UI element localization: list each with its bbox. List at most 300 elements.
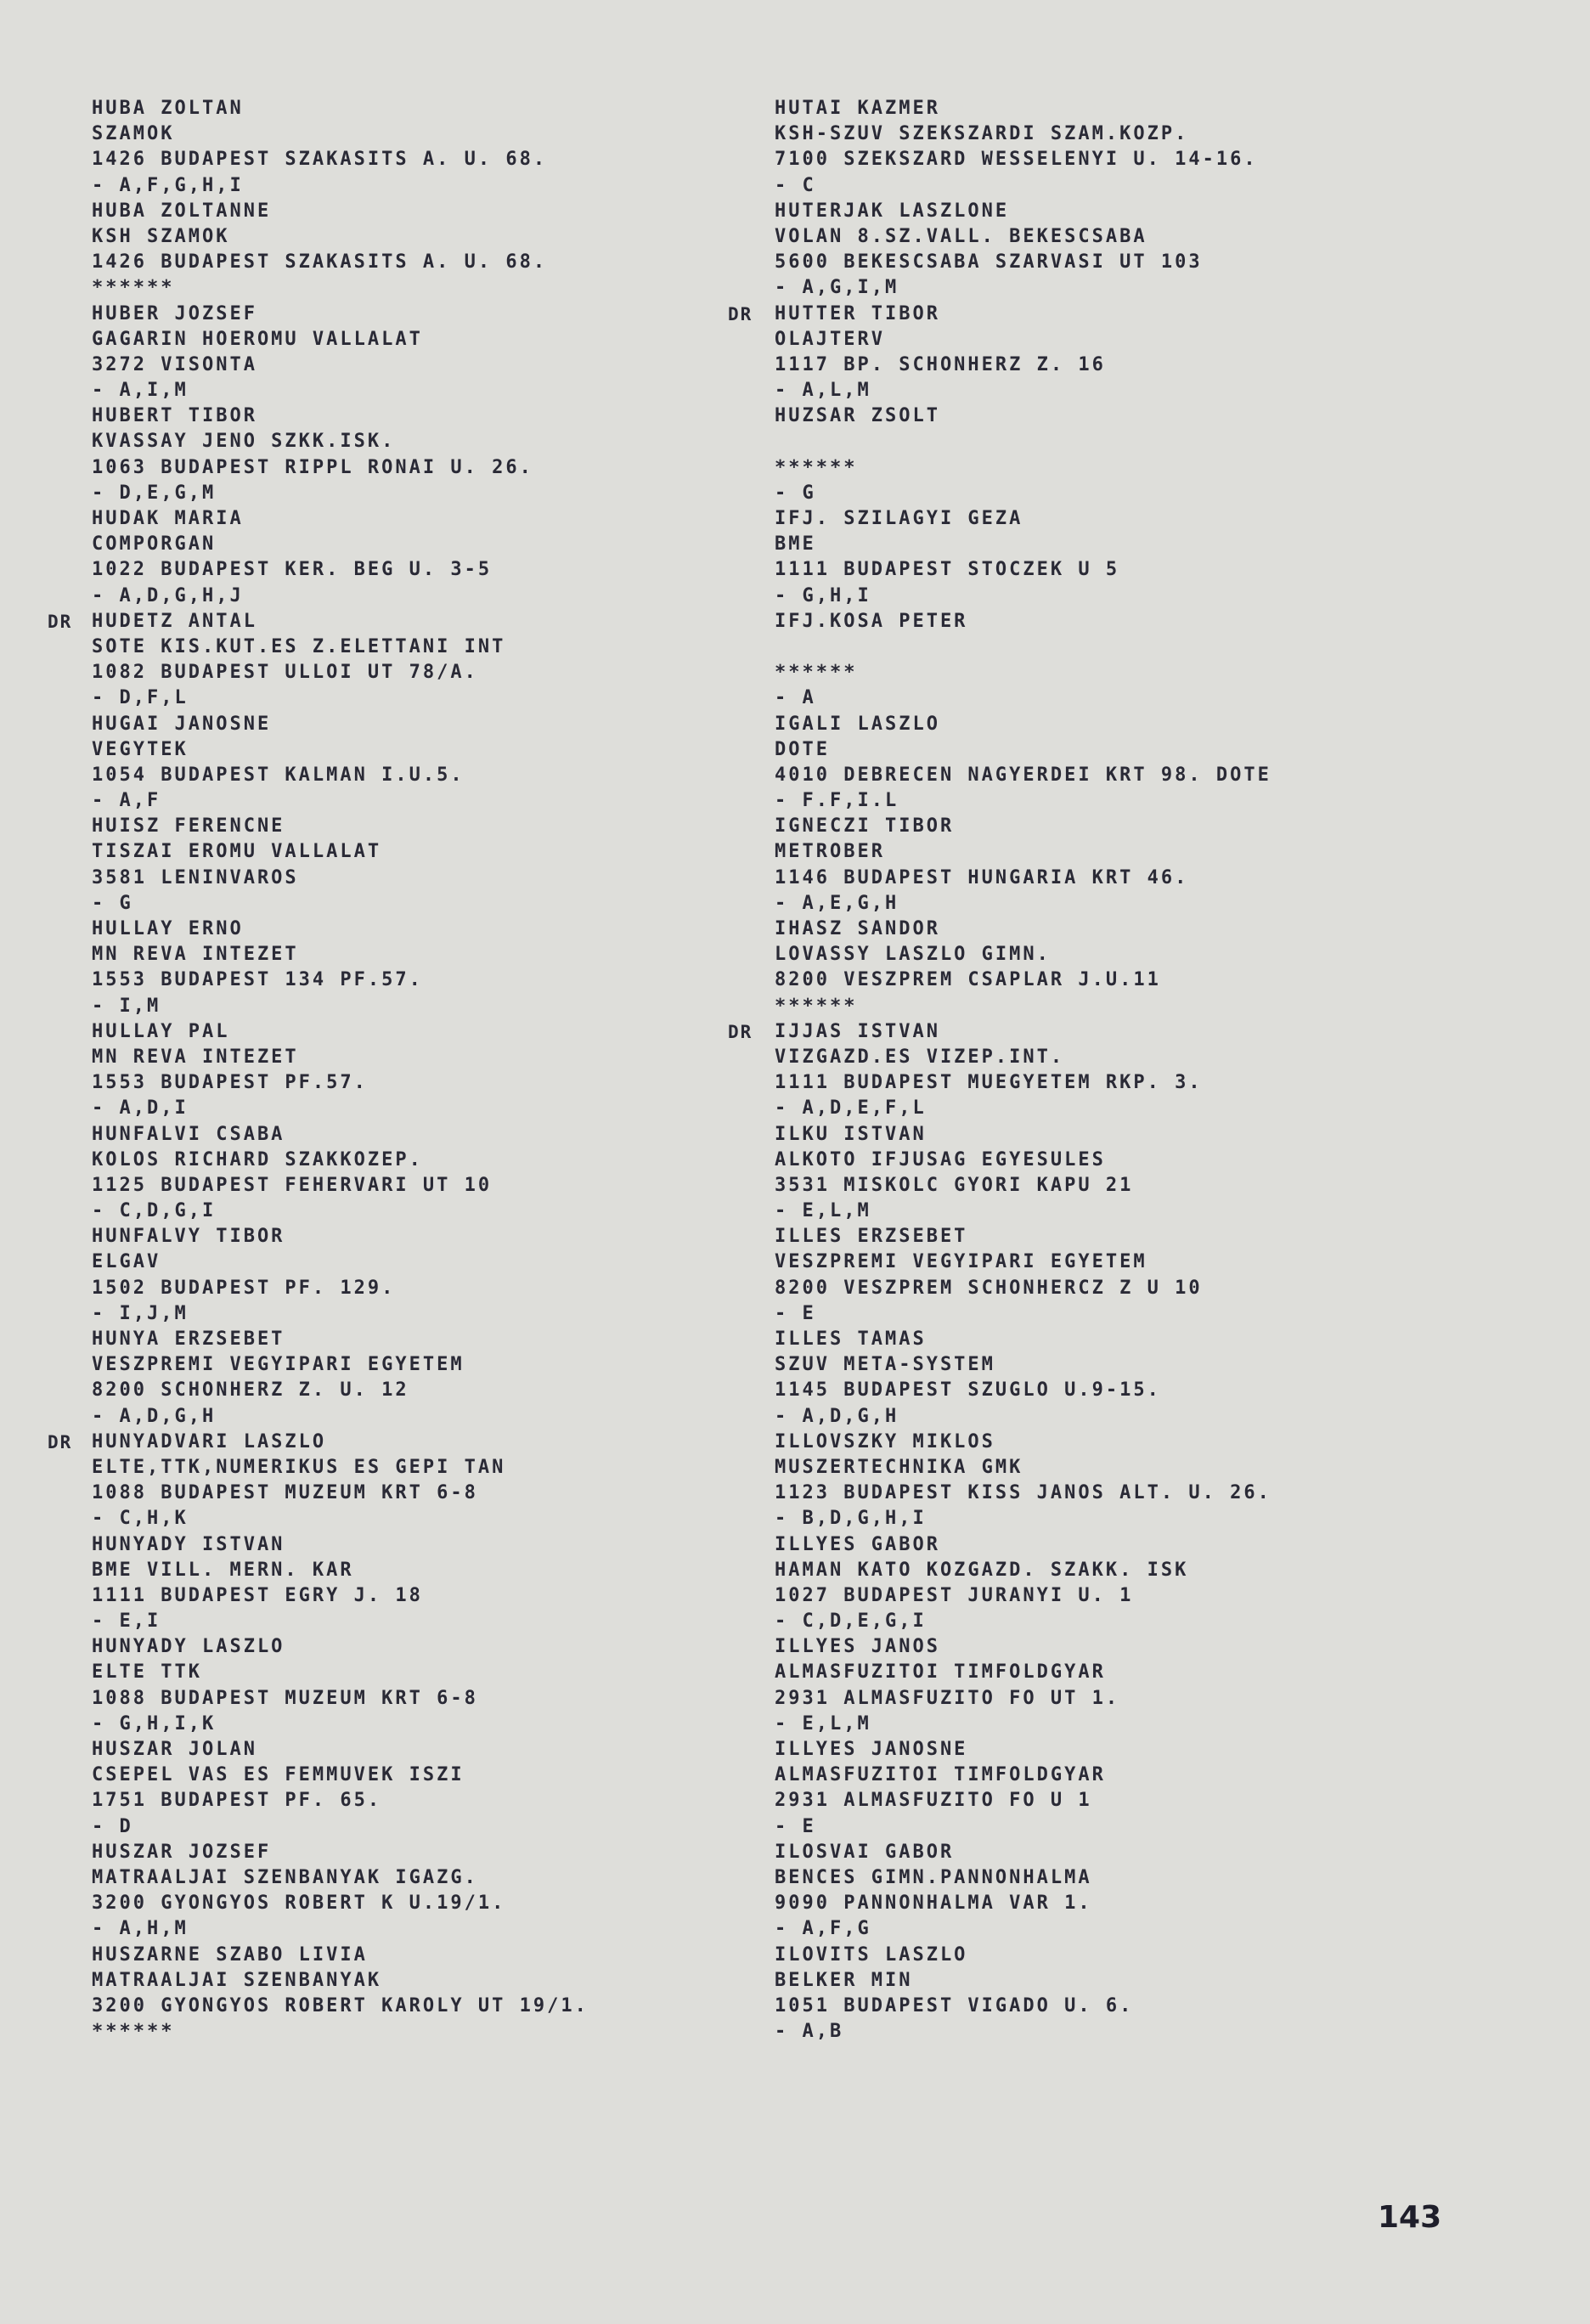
line-text: - E xyxy=(775,1815,816,1837)
directory-line xyxy=(775,1506,1471,1531)
line-text: HUGAI JANOSNE xyxy=(92,713,272,735)
line-text: IHASZ SANDOR xyxy=(775,918,940,939)
directory-line xyxy=(775,967,1471,993)
line-text: - A,E,G,H xyxy=(775,892,899,914)
line-text: GAGARIN HOEROMU VALLALAT xyxy=(92,328,423,350)
line-text: - C,D,E,G,I xyxy=(775,1610,927,1633)
line-text: - A,G,I,M xyxy=(775,277,899,299)
directory-line xyxy=(775,1660,1471,1685)
title-prefix: DR xyxy=(728,303,753,324)
line-text: 1123 BUDAPEST KISS JANOS ALT. U. 26. xyxy=(775,1482,1271,1504)
line-text: 1146 BUDAPEST HUNGARIA KRT 46. xyxy=(775,866,1189,888)
directory-line xyxy=(775,1840,1471,1865)
directory-line xyxy=(775,224,1471,250)
directory-line xyxy=(775,1327,1471,1352)
line-text: 3272 VISONTA xyxy=(92,353,257,375)
line-text: 1082 BUDAPEST ULLOI UT 78/A. xyxy=(92,662,478,684)
line-text: 1022 BUDAPEST KER. BEG U. 3-5 xyxy=(92,559,493,581)
directory-line xyxy=(775,250,1471,275)
title-prefix: DR xyxy=(48,611,73,632)
directory-line xyxy=(775,1583,1471,1609)
line-text: 9090 PANNONHALMA VAR 1. xyxy=(775,1892,1092,1915)
directory-line xyxy=(92,1070,729,1096)
directory-line xyxy=(92,121,729,147)
directory-line xyxy=(92,96,729,121)
directory-line xyxy=(92,584,729,609)
line-text: - G,H,I xyxy=(775,584,871,606)
directory-line xyxy=(92,1249,729,1275)
line-text: HUNYA ERZSEBET xyxy=(92,1328,285,1350)
line-text: ALKOTO IFJUSAG EGYESULES xyxy=(775,1148,1106,1170)
directory-line xyxy=(775,121,1471,147)
line-text: 1088 BUDAPEST MUZEUM KRT 6-8 xyxy=(92,1687,478,1709)
line-text: ELTE,TTK,NUMERIKUS ES GEPI TAN xyxy=(92,1456,506,1478)
line-text: 1051 BUDAPEST VIGADO U. 6. xyxy=(775,1994,1134,2017)
right-column xyxy=(728,96,1471,2045)
directory-line xyxy=(92,1583,729,1609)
line-text: 1426 BUDAPEST SZAKASITS A. U. 68. xyxy=(92,251,548,274)
line-text: - C,D,G,I xyxy=(92,1200,217,1222)
directory-line xyxy=(92,506,729,532)
directory-line xyxy=(775,685,1471,711)
directory-line xyxy=(728,302,1471,327)
directory-line xyxy=(92,917,729,942)
line-text: 1117 BP. SCHONHERZ Z. 16 xyxy=(775,353,1106,375)
directory-line xyxy=(775,1686,1471,1712)
directory-line xyxy=(92,557,729,583)
line-text: - D,F,L xyxy=(92,687,189,709)
line-text: IGNECZI TIBOR xyxy=(775,815,955,838)
directory-line xyxy=(775,584,1471,609)
line-text: - A xyxy=(775,687,816,709)
line-text: - C,H,K xyxy=(92,1508,189,1530)
directory-line xyxy=(775,199,1471,224)
directory-line xyxy=(775,1916,1471,1942)
directory-line xyxy=(92,250,729,275)
line-text: HUBER JOZSEF xyxy=(92,302,257,324)
directory-line xyxy=(775,1634,1471,1660)
line-text: SZAMOK xyxy=(92,123,175,145)
directory-line xyxy=(775,275,1471,301)
directory-line xyxy=(92,1148,729,1173)
directory-line xyxy=(92,1558,729,1583)
directory-line xyxy=(92,173,729,199)
line-text: - E xyxy=(775,1302,816,1324)
directory-line xyxy=(92,1814,729,1840)
line-text: - E,L,M xyxy=(775,1200,871,1222)
directory-line xyxy=(775,1968,1471,1994)
line-text: ALMASFUZITOI TIMFOLDGYAR xyxy=(775,1661,1106,1684)
directory-line xyxy=(92,1327,729,1352)
line-text: HULLAY ERNO xyxy=(92,918,244,939)
directory-line xyxy=(775,1737,1471,1763)
directory-line xyxy=(92,1840,729,1865)
line-text: KSH SZAMOK xyxy=(92,225,230,247)
directory-line xyxy=(775,1481,1471,1506)
line-text: - A,F,G xyxy=(775,1918,871,1940)
directory-line xyxy=(92,2019,729,2045)
line-text: SZUV META-SYSTEM xyxy=(775,1354,995,1376)
directory-line xyxy=(775,353,1471,378)
directory-line xyxy=(92,1763,729,1788)
line-text: 1111 BUDAPEST STOCZEK U 5 xyxy=(775,559,1120,581)
line-text: VIZGAZD.ES VIZEP.INT. xyxy=(775,1046,1065,1068)
directory-line xyxy=(92,481,729,506)
line-text: - G xyxy=(775,482,816,504)
directory-line xyxy=(92,1916,729,1942)
directory-line xyxy=(92,1096,729,1121)
line-text: SOTE KIS.KUT.ES Z.ELETTANI INT xyxy=(92,635,506,657)
line-text: HUNYADY ISTVAN xyxy=(92,1533,285,1555)
line-text: ILKU ISTVAN xyxy=(775,1123,927,1145)
line-text: 1088 BUDAPEST MUZEUM KRT 6-8 xyxy=(92,1482,478,1504)
line-text: BENCES GIMN.PANNONHALMA xyxy=(775,1866,1092,1888)
directory-line xyxy=(775,942,1471,967)
line-text: - I,M xyxy=(92,995,161,1017)
line-text: 1751 BUDAPEST PF. 65. xyxy=(92,1790,382,1812)
line-text: IGALI LASZLO xyxy=(775,713,940,735)
directory-line xyxy=(775,1532,1471,1558)
directory-line xyxy=(92,1199,729,1224)
line-text: HUBERT TIBOR xyxy=(92,405,257,427)
directory-line xyxy=(775,1045,1471,1070)
line-text: ELGAV xyxy=(92,1251,161,1273)
directory-line xyxy=(775,96,1471,121)
directory-line xyxy=(92,455,729,481)
line-text: 4010 DEBRECEN NAGYERDEI KRT 98. DOTE xyxy=(775,764,1271,786)
line-text: METROBER xyxy=(775,841,885,863)
directory-line xyxy=(92,660,729,685)
line-text: ****** xyxy=(92,2021,175,2043)
line-text: ****** xyxy=(775,456,858,478)
directory-line xyxy=(775,839,1471,865)
directory-line xyxy=(92,1737,729,1763)
directory-line xyxy=(92,737,729,763)
line-text: ALMASFUZITOI TIMFOLDGYAR xyxy=(775,1764,1106,1786)
directory-line xyxy=(775,1943,1471,1968)
directory-line xyxy=(775,1891,1471,1916)
line-text: 2931 ALMASFUZITO FO UT 1. xyxy=(775,1687,1120,1709)
line-text: - A,B xyxy=(775,2021,844,2043)
line-text: HUZSAR ZSOLT xyxy=(775,405,940,427)
directory-line xyxy=(92,1532,729,1558)
directory-line xyxy=(775,994,1471,1019)
directory-line xyxy=(775,532,1471,557)
line-text: IJJAS ISTVAN xyxy=(775,1020,940,1042)
directory-line xyxy=(92,967,729,993)
line-text: TISZAI EROMU VALLALAT xyxy=(92,841,382,863)
directory-line xyxy=(775,1455,1471,1481)
directory-line xyxy=(92,199,729,224)
directory-line xyxy=(48,1430,729,1455)
line-text: HUSZAR JOLAN xyxy=(92,1739,257,1760)
directory-line xyxy=(92,635,729,660)
title-prefix: DR xyxy=(728,1021,753,1042)
directory-line xyxy=(775,609,1471,635)
line-text: - A,I,M xyxy=(92,380,189,402)
directory-line xyxy=(775,506,1471,532)
line-text: 1145 BUDAPEST SZUGLO U.9-15. xyxy=(775,1379,1161,1402)
directory-line xyxy=(92,1686,729,1712)
line-text: BELKER MIN xyxy=(775,1969,913,1991)
directory-line xyxy=(775,1224,1471,1249)
directory-line xyxy=(775,403,1471,429)
directory-line xyxy=(92,839,729,865)
line-text: IFJ.KOSA PETER xyxy=(775,610,968,632)
line-text: 1502 BUDAPEST PF. 129. xyxy=(92,1277,396,1299)
directory-line xyxy=(92,891,729,917)
directory-line xyxy=(775,891,1471,917)
line-text: HAMAN KATO KOZGAZD. SZAKK. ISK xyxy=(775,1559,1189,1581)
line-text: - I,J,M xyxy=(92,1302,189,1324)
line-text: HUTAI KAZMER xyxy=(775,98,940,119)
line-text: HULLAY PAL xyxy=(92,1020,230,1042)
line-text: DOTE xyxy=(775,738,830,760)
line-text: - E,I xyxy=(92,1610,161,1633)
directory-line xyxy=(92,1481,729,1506)
directory-line xyxy=(728,1019,1471,1045)
line-text: 1111 BUDAPEST EGRY J. 18 xyxy=(92,1584,423,1606)
directory-line xyxy=(92,1506,729,1531)
directory-line xyxy=(92,532,729,557)
directory-line xyxy=(775,429,1471,454)
line-text: KSH-SZUV SZEKSZARDI SZAM.KOZP. xyxy=(775,123,1189,145)
line-text: HUBA ZOLTAN xyxy=(92,98,244,119)
directory-line xyxy=(775,866,1471,891)
line-text: ELTE TTK xyxy=(92,1661,202,1684)
directory-line xyxy=(775,1712,1471,1737)
directory-line xyxy=(92,1660,729,1685)
directory-line xyxy=(92,1173,729,1199)
line-text: - A,D,E,F,L xyxy=(775,1097,927,1120)
line-text: KOLOS RICHARD SZAKKOZEP. xyxy=(92,1148,423,1170)
line-text: HUNFALVI CSABA xyxy=(92,1123,285,1145)
line-text: - F.F,I.L xyxy=(775,790,899,812)
line-text: HUNYADY LASZLO xyxy=(92,1636,285,1658)
line-text: ILOVITS LASZLO xyxy=(775,1943,968,1966)
directory-line xyxy=(775,147,1471,172)
directory-line xyxy=(92,1994,729,2019)
line-text: VESZPREMI VEGYIPARI EGYETEM xyxy=(92,1354,465,1376)
line-text: - A,D,G,H xyxy=(775,1405,899,1427)
directory-line xyxy=(775,1994,1471,2019)
line-text: OLAJTERV xyxy=(775,328,885,350)
directory-line xyxy=(775,1301,1471,1327)
line-text: VOLAN 8.SZ.VALL. BEKESCSABA xyxy=(775,225,1147,247)
line-text: ****** xyxy=(775,995,858,1017)
directory-line xyxy=(775,481,1471,506)
directory-line xyxy=(775,1352,1471,1378)
directory-line xyxy=(92,1378,729,1403)
left-column xyxy=(48,96,729,2045)
line-text: ****** xyxy=(92,277,175,299)
directory-line xyxy=(92,1352,729,1378)
directory-line xyxy=(92,302,729,327)
directory-line xyxy=(92,1224,729,1249)
line-text: - G xyxy=(92,892,133,914)
directory-line xyxy=(92,1455,729,1481)
line-text: COMPORGAN xyxy=(92,533,217,556)
directory-line xyxy=(775,378,1471,403)
directory-line xyxy=(92,1968,729,1994)
directory-line xyxy=(775,814,1471,839)
directory-line xyxy=(92,147,729,172)
directory-line xyxy=(92,1276,729,1301)
directory-line xyxy=(775,1378,1471,1403)
line-text: - A,D,G,H xyxy=(92,1405,217,1427)
directory-line xyxy=(775,1788,1471,1814)
directory-line xyxy=(92,1891,729,1916)
title-prefix: DR xyxy=(48,1431,73,1452)
line-text: IFJ. SZILAGYI GEZA xyxy=(775,508,1023,529)
directory-line xyxy=(92,1301,729,1327)
line-text: - A,D,G,H,J xyxy=(92,584,244,606)
line-text: ****** xyxy=(775,662,858,684)
line-text: MN REVA INTEZET xyxy=(92,944,299,966)
line-text: HUISZ FERENCNE xyxy=(92,815,285,838)
line-text: HUTTER TIBOR xyxy=(775,302,940,324)
directory-line xyxy=(92,1943,729,1968)
line-text: ILLOVSZKY MIKLOS xyxy=(775,1430,995,1452)
directory-line xyxy=(775,327,1471,353)
directory-line xyxy=(775,1430,1471,1455)
line-text: CSEPEL VAS ES FEMMUVEK ISZI xyxy=(92,1764,465,1786)
directory-line xyxy=(92,1122,729,1148)
line-text: - D,E,G,M xyxy=(92,482,217,504)
line-text: BME VILL. MERN. KAR xyxy=(92,1559,354,1581)
line-text: 5600 BEKESCSABA SZARVASI UT 103 xyxy=(775,251,1203,274)
directory-line xyxy=(92,866,729,891)
directory-line xyxy=(92,1045,729,1070)
directory-line xyxy=(92,1019,729,1045)
line-text: HUNFALVY TIBOR xyxy=(92,1226,285,1248)
line-text: VESZPREMI VEGYIPARI EGYETEM xyxy=(775,1251,1147,1273)
directory-line xyxy=(92,712,729,737)
line-text: VEGYTEK xyxy=(92,738,189,760)
directory-line xyxy=(92,429,729,454)
line-text: BME xyxy=(775,533,816,556)
line-text: 2931 ALMASFUZITO FO U 1 xyxy=(775,1790,1092,1812)
line-text: - A,H,M xyxy=(92,1918,189,1940)
line-text: - E,L,M xyxy=(775,1712,871,1735)
directory-line xyxy=(775,1609,1471,1634)
directory-line xyxy=(92,685,729,711)
line-text: HUTERJAK LASZLONE xyxy=(775,200,1010,222)
directory-line xyxy=(775,660,1471,685)
line-text: MN REVA INTEZET xyxy=(92,1046,299,1068)
line-text: HUSZARNE SZABO LIVIA xyxy=(92,1943,368,1966)
line-text: - G,H,I,K xyxy=(92,1712,217,1735)
line-text: KVASSAY JENO SZKK.ISK. xyxy=(92,431,396,453)
line-text: HUDAK MARIA xyxy=(92,508,244,529)
line-text: 1553 BUDAPEST 134 PF.57. xyxy=(92,969,423,991)
directory-line xyxy=(775,763,1471,788)
line-text: ILLYES GABOR xyxy=(775,1533,940,1555)
directory-line xyxy=(775,1096,1471,1121)
directory-line xyxy=(775,1199,1471,1224)
directory-line xyxy=(92,224,729,250)
directory-line xyxy=(92,788,729,814)
line-text: 3581 LENINVAROS xyxy=(92,866,299,888)
line-text: HUBA ZOLTANNE xyxy=(92,200,272,222)
line-text: 8200 VESZPREM SCHONHERCZ Z U 10 xyxy=(775,1277,1203,1299)
line-text: - B,D,G,H,I xyxy=(775,1508,927,1530)
line-text: 3531 MISKOLC GYORI KAPU 21 xyxy=(775,1174,1134,1196)
page-number: 143 xyxy=(1378,2200,1442,2235)
line-text: - A,F,G,H,I xyxy=(92,174,244,196)
directory-line xyxy=(775,1276,1471,1301)
line-text: 3200 GYONGYOS ROBERT KAROLY UT 19/1. xyxy=(92,1994,589,2017)
directory-line xyxy=(92,275,729,301)
directory-line xyxy=(92,814,729,839)
line-text: ILOSVAI GABOR xyxy=(775,1841,955,1863)
directory-line xyxy=(92,1712,729,1737)
line-text: 1054 BUDAPEST KALMAN I.U.5. xyxy=(92,764,465,786)
directory-line xyxy=(92,378,729,403)
line-text: 1111 BUDAPEST MUEGYETEM RKP. 3. xyxy=(775,1072,1203,1094)
line-text: 7100 SZEKSZARD WESSELENYI U. 14-16. xyxy=(775,149,1258,171)
line-text: 8200 VESZPREM CSAPLAR J.U.11 xyxy=(775,969,1161,991)
directory-line xyxy=(92,763,729,788)
line-text: 8200 SCHONHERZ Z. U. 12 xyxy=(92,1379,409,1402)
directory-line xyxy=(775,1249,1471,1275)
directory-line xyxy=(92,403,729,429)
directory-line xyxy=(92,353,729,378)
line-text: ILLYES JANOS xyxy=(775,1636,940,1658)
directory-line xyxy=(775,1404,1471,1430)
directory-line xyxy=(775,1558,1471,1583)
line-text: MUSZERTECHNIKA GMK xyxy=(775,1456,1023,1478)
line-text: - D xyxy=(92,1815,133,1837)
line-text: ILLYES JANOSNE xyxy=(775,1739,968,1760)
directory-line xyxy=(775,173,1471,199)
directory-line xyxy=(775,557,1471,583)
line-text: 1063 BUDAPEST RIPPL RONAI U. 26. xyxy=(92,456,533,478)
directory-line xyxy=(775,1122,1471,1148)
directory-line xyxy=(48,609,729,635)
directory-line xyxy=(775,788,1471,814)
directory-line xyxy=(775,712,1471,737)
directory-line xyxy=(775,635,1471,660)
line-text: 1426 BUDAPEST SZAKASITS A. U. 68. xyxy=(92,149,548,171)
directory-line xyxy=(775,1763,1471,1788)
line-text: ILLES ERZSEBET xyxy=(775,1226,968,1248)
directory-line xyxy=(775,1148,1471,1173)
directory-line xyxy=(775,1173,1471,1199)
line-text: - C xyxy=(775,174,816,196)
line-text: - A,L,M xyxy=(775,380,871,402)
directory-line xyxy=(775,737,1471,763)
directory-line xyxy=(775,917,1471,942)
line-text: HUNYADVARI LASZLO xyxy=(92,1430,327,1452)
line-text: 1125 BUDAPEST FEHERVARI UT 10 xyxy=(92,1174,493,1196)
directory-line xyxy=(92,327,729,353)
directory-line xyxy=(92,1634,729,1660)
directory-line xyxy=(92,1609,729,1634)
line-text: ILLES TAMAS xyxy=(775,1328,927,1350)
directory-line xyxy=(775,1865,1471,1891)
line-text: 3200 GYONGYOS ROBERT K U.19/1. xyxy=(92,1892,506,1915)
line-text: HUSZAR JOZSEF xyxy=(92,1841,272,1863)
line-text: - A,D,I xyxy=(92,1097,189,1120)
directory-line xyxy=(92,1865,729,1891)
directory-line xyxy=(775,455,1471,481)
line-text: 1027 BUDAPEST JURANYI U. 1 xyxy=(775,1584,1134,1606)
directory-line xyxy=(92,1404,729,1430)
line-text: - A,F xyxy=(92,790,161,812)
line-text: MATRAALJAI SZENBANYAK IGAZG. xyxy=(92,1866,478,1888)
line-text: 1553 BUDAPEST PF.57. xyxy=(92,1072,368,1094)
